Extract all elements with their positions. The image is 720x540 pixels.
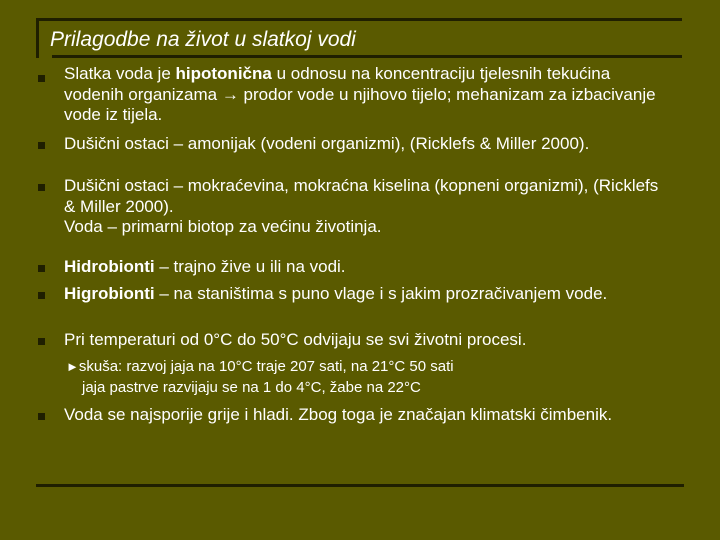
- item-text: Slatka voda je: [64, 64, 176, 83]
- list-item-hydrobionts: [64, 257, 674, 278]
- item-text: Dušični ostaci – amonijak (vodeni organizmi), (Ricklefs & Miller 2000).: [64, 134, 590, 153]
- item-text: Pri temperaturi od 0°C do 50°C odvijaju se svi životni procesi.: [64, 330, 527, 349]
- item-bold-term: hipotonična: [175, 64, 272, 83]
- title-underline: [52, 55, 682, 58]
- list-item-hypotonic: [64, 64, 674, 126]
- item-text: – trajno žive u ili na vodi.: [154, 257, 346, 276]
- sub-note: [66, 356, 656, 398]
- frame-corner-vertical: [36, 18, 39, 58]
- sub-note-line: skuša: razvoj jaja na 10°C traje 207 sati, na 21°C 50 sati: [78, 358, 454, 375]
- slide-title: Prilagodbe na život u slatkoj vodi: [50, 28, 356, 51]
- bullet-marker: [38, 413, 45, 420]
- item-text: – na staništima s puno vlage i s jakim prozračivanjem vode.: [154, 284, 608, 303]
- item-text: u odnosu na koncentraciju tjelesnih tekućina vodenih organizama → prodor vode u njihovo tijelo; mehanizam za izbacivanje vode iz tijela.: [64, 64, 656, 124]
- bullet-marker: [38, 338, 45, 345]
- triangle-arrow-icon: ►: [66, 359, 79, 374]
- bullet-marker: [38, 292, 45, 299]
- item-text: Dušični ostaci – mokraćevina, mokraćna kiselina (kopneni organizmi), (Ricklefs & Miller 2000).: [64, 176, 659, 216]
- sub-note-line: jaja pastrve razvijaju se na 1 do 4°C, žabe na 22°C: [82, 379, 421, 396]
- list-item-ammonia: [64, 134, 674, 155]
- list-item-temperature: [64, 330, 674, 351]
- bullet-marker: [38, 265, 45, 272]
- item-bold-term: Hidrobionti: [64, 257, 155, 276]
- list-item-water-heat: [64, 405, 674, 426]
- bullet-marker: [38, 142, 45, 149]
- list-item-hygrobionts: [64, 284, 674, 305]
- item-bold-term: Higrobionti: [64, 284, 155, 303]
- frame-top-rule: [36, 18, 682, 21]
- bullet-marker: [38, 75, 45, 82]
- bullet-marker: [38, 184, 45, 191]
- item-continuation: Voda – primarni biotop za većinu životinja.: [64, 217, 382, 236]
- list-item-urea: [64, 176, 674, 238]
- bottom-rule: [36, 484, 684, 487]
- item-text: Voda se najsporije grije i hladi. Zbog toga je značajan klimatski čimbenik.: [64, 405, 613, 424]
